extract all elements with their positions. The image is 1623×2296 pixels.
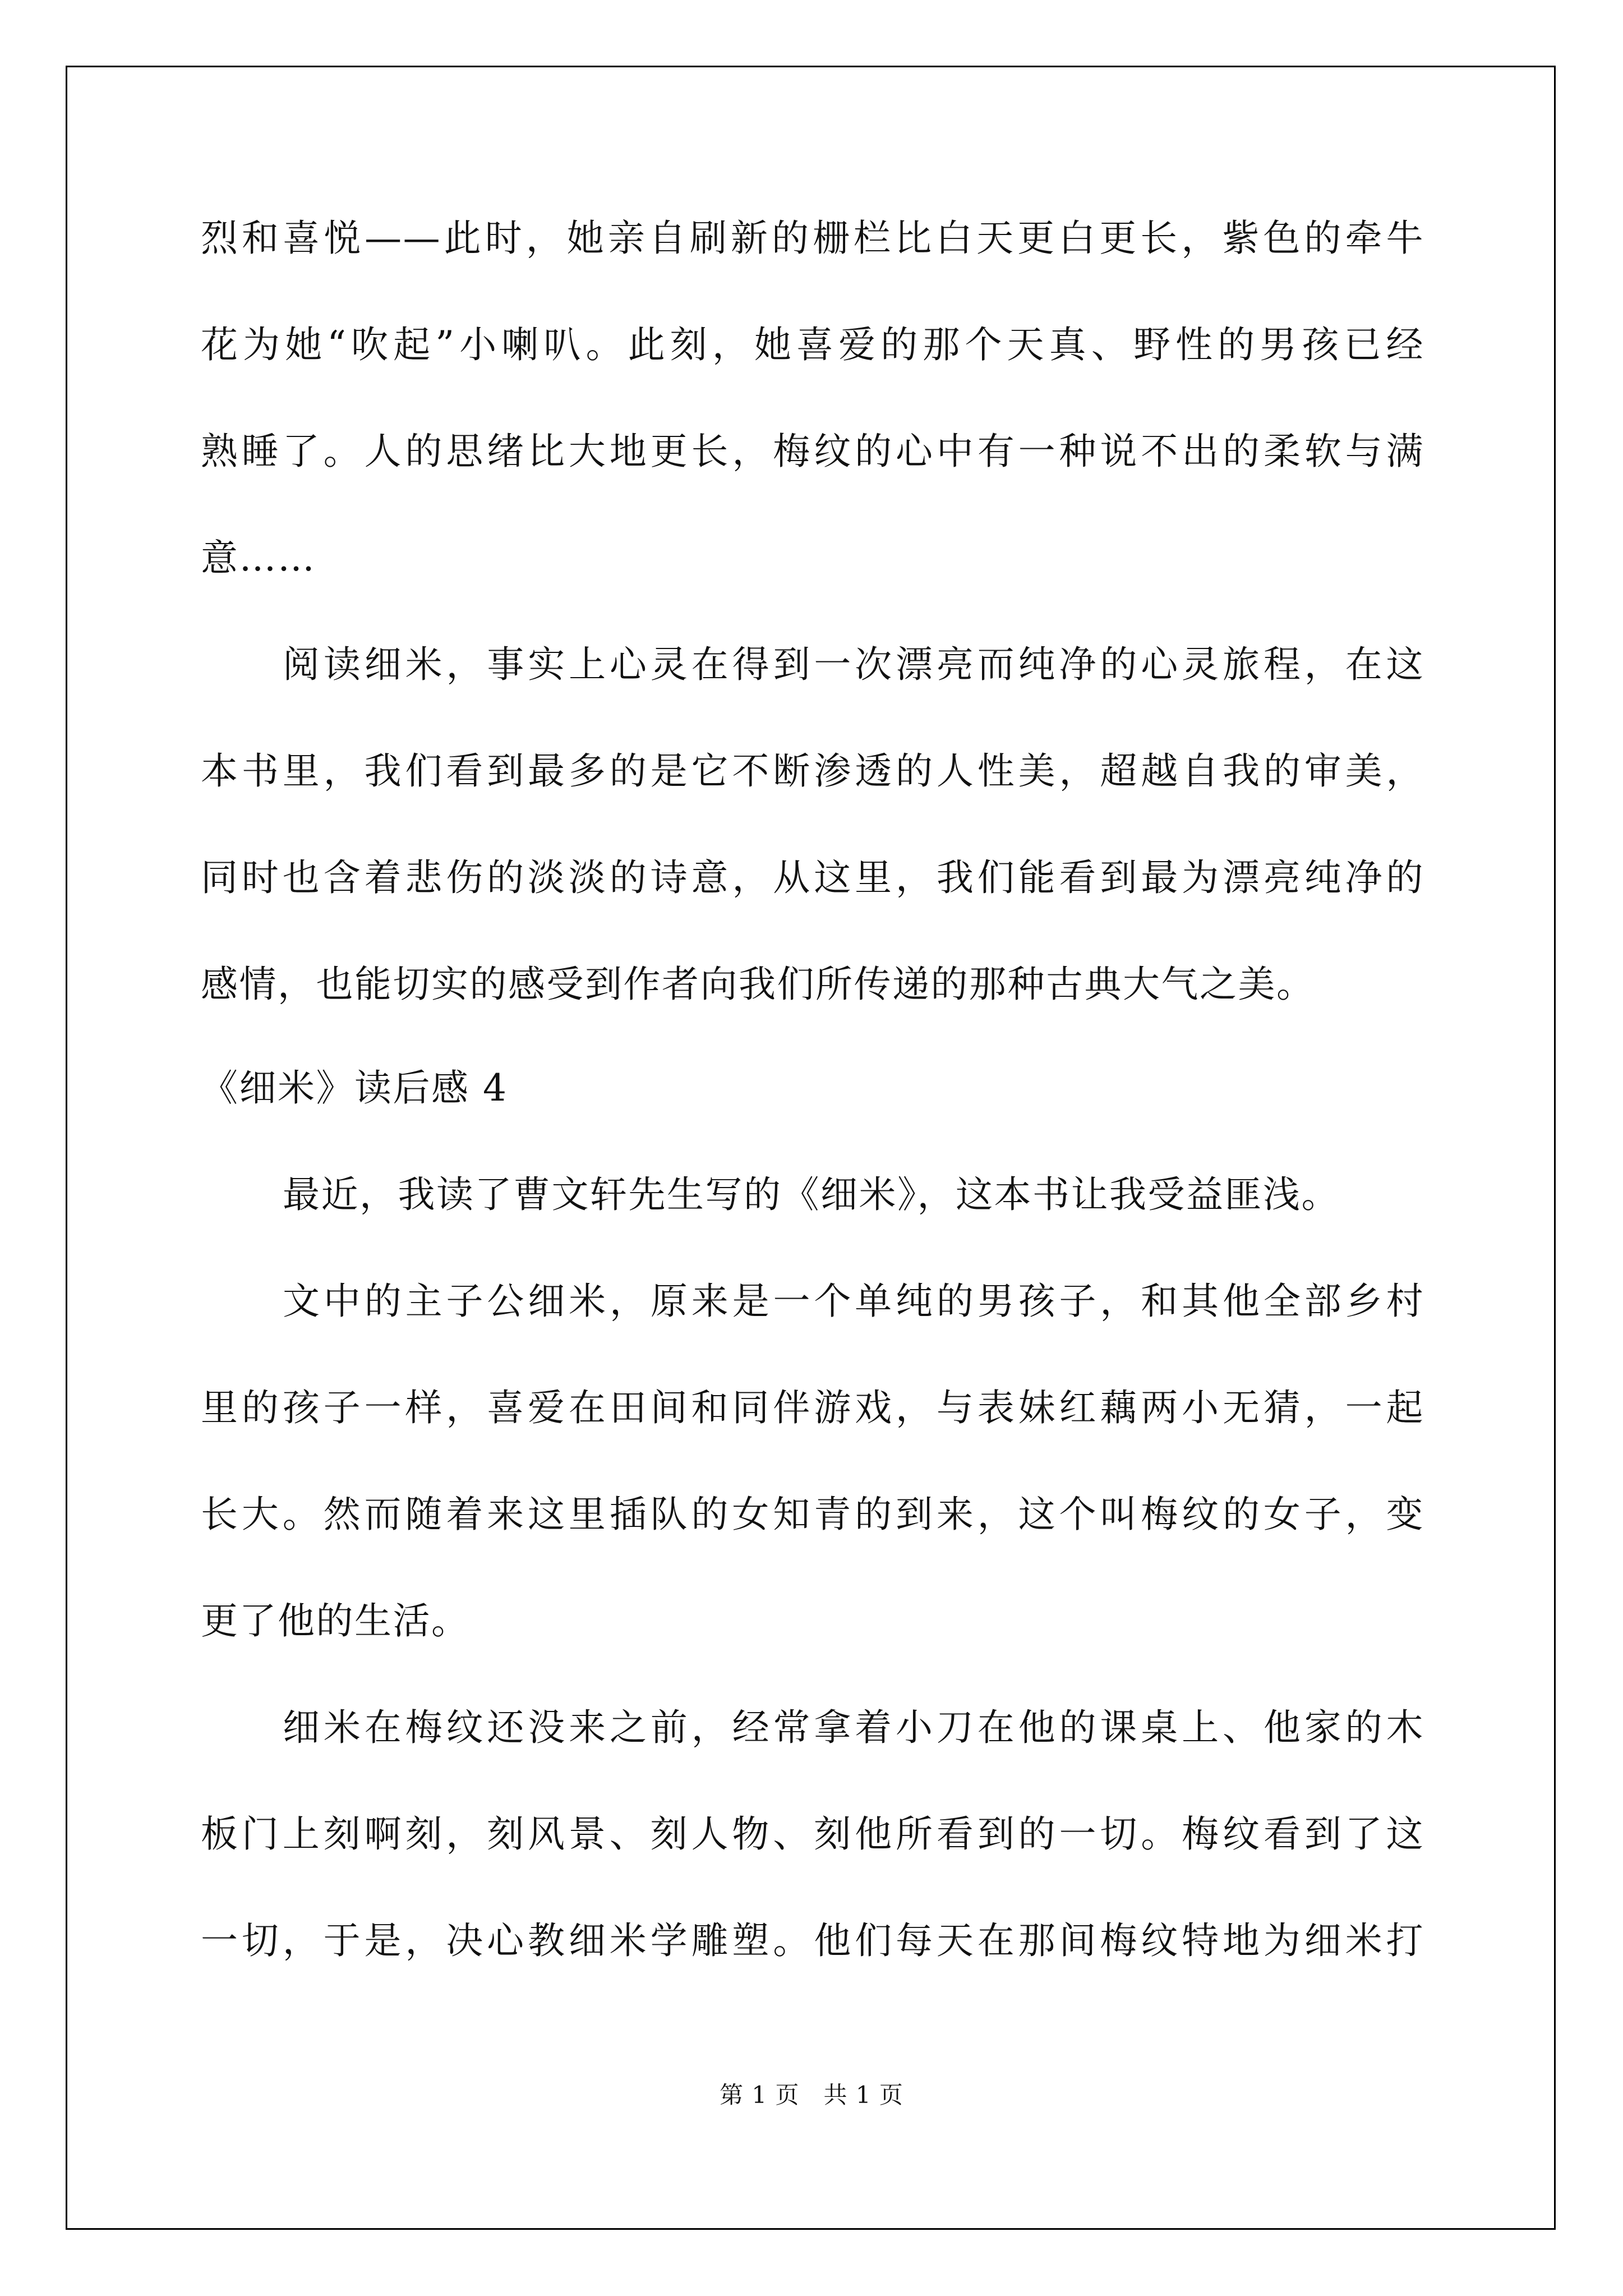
paragraph-first-line: 最近，我读了曹文轩先生写的《细米》，这本书让我受益匪浅。	[283, 1173, 1340, 1216]
text-line: 里的孩子一样，喜爱在田间和同伴游戏，与表妹红藕两小无猜，一起	[201, 1386, 1424, 1429]
text-line: 感情，也能切实的感受到作者向我们所传递的那种古典大气之美。	[201, 963, 1315, 1006]
paragraph-first-line: 阅读细米，事实上心灵在得到一次漂亮而纯净的心灵旅程，在这	[283, 643, 1424, 686]
paragraph-first-line: 文中的主子公细米，原来是一个单纯的男孩子，和其他全部乡村	[283, 1280, 1424, 1323]
text-line: 同时也含着悲伤的淡淡的诗意，从这里，我们能看到最为漂亮纯净的	[201, 856, 1424, 899]
page-border	[66, 66, 1556, 2230]
text-line: 意……	[201, 536, 316, 579]
text-line: 熟睡了。人的思绪比大地更长，梅纹的心中有一种说不出的柔软与满	[201, 430, 1424, 473]
section-heading: 《细米》读后感 4	[201, 1066, 508, 1110]
text-line: 更了他的生活。	[201, 1599, 470, 1642]
page-footer: 第 1 页 共 1 页	[720, 2081, 903, 2109]
text-line: 本书里，我们看到最多的是它不断渗透的人性美，超越自我的审美，	[201, 749, 1424, 793]
text-line: 板门上刻啊刻，刻风景、刻人物、刻他所看到的一切。梅纹看到了这	[201, 1812, 1424, 1856]
paragraph-first-line: 细米在梅纹还没来之前，经常拿着小刀在他的课桌上、他家的木	[283, 1706, 1424, 1749]
text-line: 花为她“吹起”小喇叭。此刻，她喜爱的那个天真、野性的男孩已经	[201, 323, 1424, 366]
text-line: 一切，于是，决心教细米学雕塑。他们每天在那间梅纹特地为细米打	[201, 1919, 1424, 1962]
text-line: 烈和喜悦——此时，她亲自刷新的栅栏比白天更白更长，紫色的牵牛	[201, 217, 1424, 260]
text-line: 长大。然而随着来这里插队的女知青的到来，这个叫梅纹的女子，变	[201, 1493, 1424, 1536]
